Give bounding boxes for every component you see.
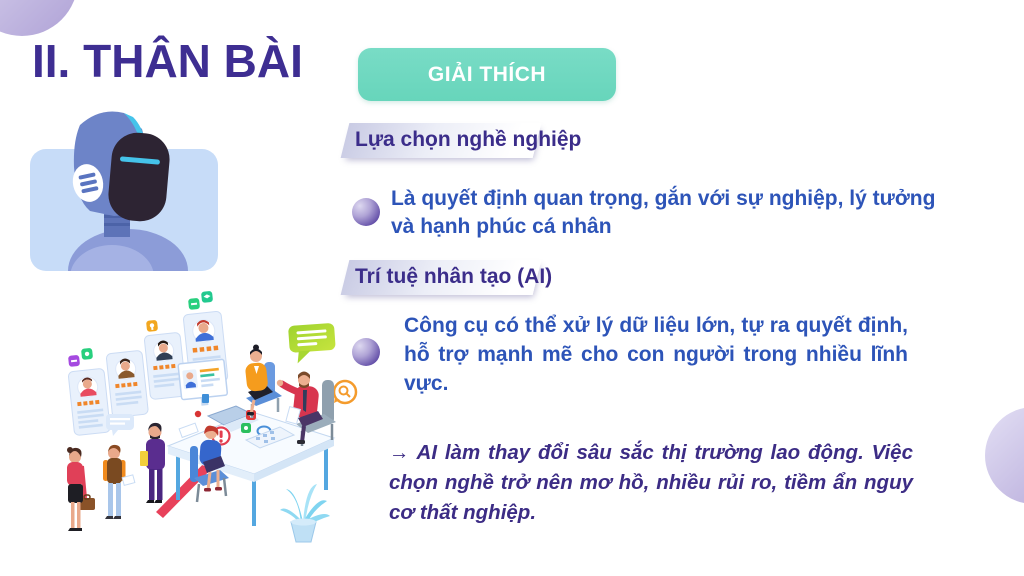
decorative-circle-right (985, 407, 1024, 504)
bullet-sphere-icon (352, 198, 380, 226)
section-label-text: Lựa chọn nghề nghiệp (355, 128, 582, 151)
interviewer-woman (245, 345, 282, 419)
section-body-ai: Công cụ có thể xử lý dữ liệu lớn, tự ra quyết định, hỗ trợ mạnh mẽ cho con người trong nhiều lĩnh vực. (404, 314, 908, 395)
chat-bubble-icon (288, 323, 337, 364)
queue-man-vest (103, 445, 135, 519)
decorative-circle-top-left (0, 0, 78, 36)
plant (280, 484, 330, 542)
speech-bubble-icon (106, 414, 134, 436)
topic-badge-label: GIẢI THÍCH (427, 62, 547, 86)
recruitment-scene-illustration (30, 288, 364, 576)
slide-title: II. THÂN BÀI (32, 35, 303, 87)
search-bubble-icon (334, 381, 356, 403)
section-label-ai (345, 260, 553, 295)
queue-man-suit (140, 423, 165, 503)
queue-woman (67, 447, 95, 531)
section-body-career-choice: Là quyết định quan trọng, gắn với sự nghiệp, lý tưởng và hạnh phúc cá nhân (391, 187, 936, 238)
robot-head-illustration (28, 103, 223, 278)
section-label-career-choice (345, 123, 582, 158)
conclusion-text: → AI làm thay đổi sâu sắc thị trường lao động. Việc chọn nghề trở nên mơ hồ, nhiều rủi ro, tiềm ẩn nguy cơ thất nghiệp. (389, 441, 913, 524)
topic-badge (358, 48, 616, 101)
robot-visor (106, 131, 171, 224)
section-label-text: Trí tuệ nhân tạo (AI) (355, 265, 553, 288)
